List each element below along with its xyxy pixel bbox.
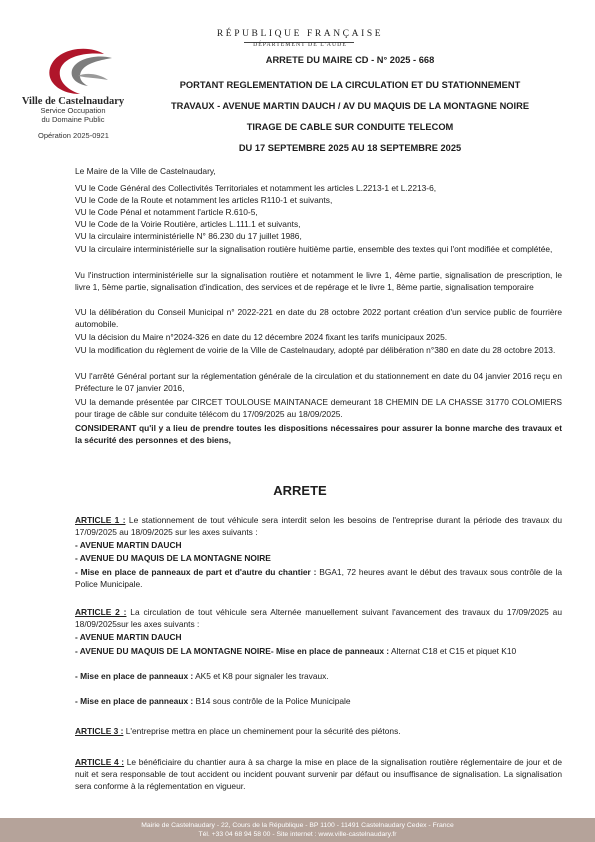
footer-band: [0, 818, 595, 842]
article-1-street: - AVENUE DU MAQUIS DE LA MONTAGNE NOIRE: [75, 553, 271, 563]
decree-works: TIRAGE DE CABLE SUR CONDUITE TELECOM: [246, 122, 454, 132]
decree-subject: PORTANT REGLEMENTATION DE LA CIRCULATION ET DU STATIONNEMENT: [179, 80, 521, 90]
article-label: ARTICLE 2 :: [75, 607, 127, 617]
republic-heading: RÉPUBLIQUE FRANÇAISE: [216, 29, 384, 39]
article-3: ARTICLE 3 : L'entreprise mettra en place un cheminement pour la sécurité des piétons.: [75, 726, 401, 736]
article-2: ARTICLE 2 : La circulation de tout véhicule sera Alternée manuellement suivant l'avancement des travaux du 17/09/2025 au 18/09/2025sur les axes suivants :: [75, 607, 562, 629]
department-heading: DÉPARTEMENT DE L'AUDE: [253, 42, 347, 48]
article-2-signage: - Mise en place de panneaux : AK5 et K8 pour signaler les travaux.: [75, 671, 329, 681]
article-2-street: - AVENUE DU MAQUIS DE LA MONTAGNE NOIRE- Mise en place de panneaux : Alternat C18 et C15 et piquet K10: [75, 646, 517, 656]
preamble-vu: VU la demande présentée par CIRCET TOULOUSE MAINTANACE demeurant 18 CHEMIN DE LA CHASSE 31770 COLOMIERS pour tirage de câble sur conduite télécom du 17/09/2025 au 18/09/2025.: [75, 397, 562, 419]
footer-address: Mairie de Castelnaudary - 22, Cours de la République - BP 1100 - 11491 Castelnaudary Cedex - France: [141, 822, 454, 829]
preamble-vu: VU l'arrêté Général portant sur la réglementation générale de la circulation et du stationnement en date du 04 janvier 2016 reçu en Préfecture le 07 janvier 2016,: [75, 371, 562, 393]
article-4: ARTICLE 4 : Le bénéficiaire du chantier aura à sa charge la mise en place de la signalisation routière réglementaire de jour et de nuit et sera responsable de tout accident ou incident pouvant survenir par défaut ou insuffisance de signalisation. La signalisation sera conforme à la réglementation en vigueur.: [75, 757, 562, 791]
preamble-vu: VU le Code de la Voirie Routière, articles L.111.1 et suivants,: [75, 219, 301, 229]
preamble-vu: VU le Code Pénal et notamment l'article R.610-5,: [75, 207, 258, 217]
decree-location: TRAVAUX - AVENUE MARTIN DAUCH / AV DU MAQUIS DE LA MONTAGNE NOIRE: [170, 101, 530, 111]
article-2-street: - AVENUE MARTIN DAUCH: [75, 632, 182, 642]
preamble-vu: VU la circulaire interministérielle sur la signalisation routière huitième partie, ensemble des textes qui l'ont modifiée et complétée,: [75, 244, 553, 254]
article-1-signage: - Mise en place de panneaux de part et d'autre du chantier : BGA1, 72 heures avant le début des travaux sous contrôle de la Police Municipale.: [75, 567, 562, 589]
article-label: ARTICLE 3 :: [75, 726, 124, 736]
org-service: Service Occupation du Domaine Public: [40, 106, 106, 124]
preamble-vu: VU le Code de la Route et notamment les articles R110-1 et suivants,: [75, 195, 333, 205]
preamble: [75, 166, 565, 476]
preamble-vu: VU la circulaire interministérielle N° 86.230 du 17 juillet 1986,: [75, 231, 302, 241]
preamble-opening: Le Maire de la Ville de Castelnaudary,: [75, 166, 216, 176]
articles: [75, 514, 565, 814]
article-label: ARTICLE 4 :: [75, 757, 125, 767]
org-name: Ville de Castelnaudary: [21, 96, 125, 107]
preamble-vu: VU la délibération du Conseil Municipal n° 2022-221 en date du 28 octobre 2022 portant création d'un service public de fourrière automobile.: [75, 307, 562, 329]
city-logo: [42, 46, 124, 100]
article-label: ARTICLE 1 :: [75, 515, 126, 525]
preamble-vu: VU la modification du règlement de voirie de la Ville de Castelnaudary, adopté par délibération n°380 en date du 28 octobre 2013.: [75, 345, 556, 355]
article-1-street: - AVENUE MARTIN DAUCH: [75, 540, 182, 550]
decree-number: ARRETE DU MAIRE CD - N° 2025 - 668: [265, 55, 435, 65]
preamble-vu: Vu l'instruction interministérielle sur la signalisation routière et notamment le livre 1, 4ème partie, signalisation de prescription, le livre 1, 5ème partie, signalisation d'indication, des services et de repérage et le livre 1, 8ème partie, signalisation temporaire: [75, 270, 562, 292]
article-2-signage: - Mise en place de panneaux : B14 sous contrôle de la Police Municipale: [75, 696, 351, 706]
decision-title: ARRETE: [273, 483, 327, 498]
article-1: ARTICLE 1 : Le stationnement de tout véhicule sera interdit selon les besoins de l'entreprise durant la période des travaux du 17/09/2025 au 18/09/2025 sur les axes suivants :: [75, 515, 562, 537]
footer-contact: Tél. +33 04 68 94 58 00 - Site internet : www.ville-castelnaudary.fr: [198, 831, 397, 838]
preamble-considerant: CONSIDERANT qu'il y a lieu de prendre toutes les dispositions nécessaires pour assurer la bonne marche des travaux et la sécurité des personnes et des biens,: [75, 423, 562, 445]
decree-dates: DU 17 SEPTEMBRE 2025 AU 18 SEPTEMBRE 2025: [238, 143, 462, 153]
preamble-vu: VU le Code Général des Collectivités Territoriales et notamment les articles L.2213-1 et L.2213-6,: [75, 183, 437, 193]
preamble-vu: VU la décision du Maire n°2024-326 en date du 12 décembre 2024 fixant les tarifs municipaux 2025.: [75, 332, 448, 342]
operation-number: Opération 2025-0921: [38, 131, 109, 140]
